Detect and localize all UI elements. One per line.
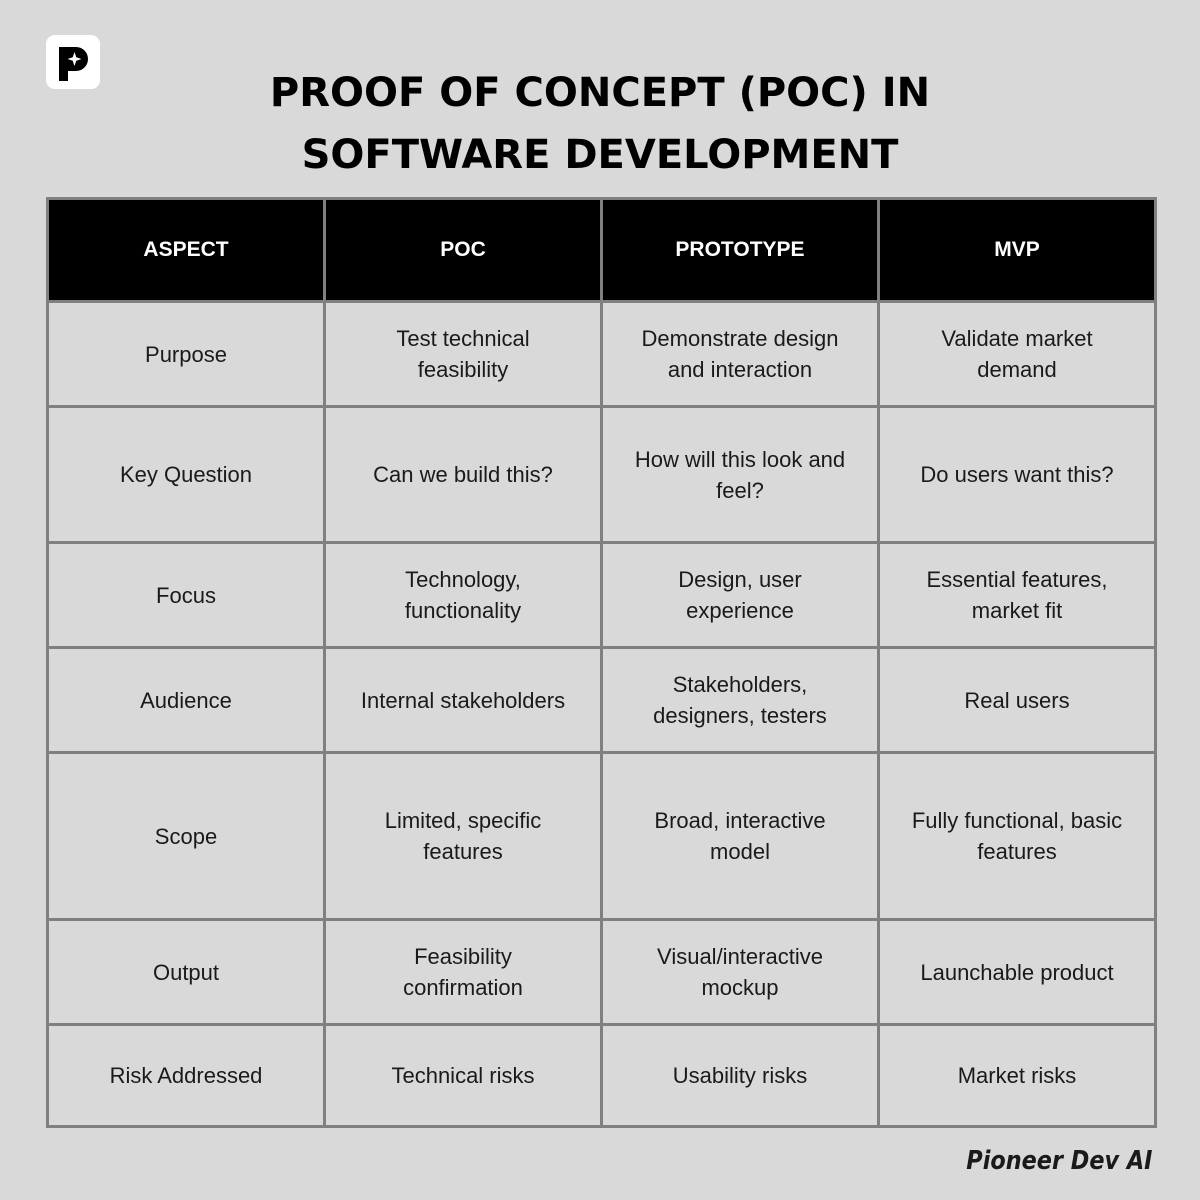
table-cell: Focus — [48, 543, 325, 648]
brand-logo-icon — [46, 35, 100, 89]
comparison-table — [46, 197, 1157, 1128]
table-cell: Feasibility confirmation — [325, 920, 602, 1025]
table-cell: Stakeholders, designers, testers — [602, 648, 879, 753]
table-row-audience — [48, 648, 1156, 753]
page-title — [150, 62, 1050, 186]
table-cell: Real users — [879, 648, 1156, 753]
table-cell: Output — [48, 920, 325, 1025]
table-cell: Essential features, market fit — [879, 543, 1156, 648]
table-cell: Launchable product — [879, 920, 1156, 1025]
table-cell: Test technical feasibility — [325, 302, 602, 407]
table-row-output — [48, 920, 1156, 1025]
table-cell: Market risks — [879, 1025, 1156, 1127]
table-row-risk-addressed — [48, 1025, 1156, 1127]
table-cell: Purpose — [48, 302, 325, 407]
header-aspect: ASPECT — [48, 199, 325, 302]
table-cell: Fully functional, basic features — [879, 753, 1156, 920]
table-row-purpose — [48, 302, 1156, 407]
header-prototype: PROTOTYPE — [602, 199, 879, 302]
table-row-focus — [48, 543, 1156, 648]
table-cell: Visual/interactive mockup — [602, 920, 879, 1025]
table-header-row — [48, 199, 1156, 302]
table-cell: Demonstrate design and interaction — [602, 302, 879, 407]
header-mvp: MVP — [879, 199, 1156, 302]
table-cell: Can we build this? — [325, 407, 602, 543]
table-cell: Key Question — [48, 407, 325, 543]
p-sparkle-logo-icon — [46, 35, 100, 89]
table-cell: Internal stakeholders — [325, 648, 602, 753]
table-row-scope — [48, 753, 1156, 920]
brand-footer: Pioneer Dev AI — [965, 1146, 1152, 1176]
table-cell: Risk Addressed — [48, 1025, 325, 1127]
table-cell: Technology, functionality — [325, 543, 602, 648]
table-cell: Validate market demand — [879, 302, 1156, 407]
table-cell: Usability risks — [602, 1025, 879, 1127]
title-line-2: SOFTWARE DEVELOPMENT — [301, 132, 899, 178]
table-cell: How will this look and feel? — [602, 407, 879, 543]
table-cell: Broad, interactive model — [602, 753, 879, 920]
title-line-1: PROOF OF CONCEPT (POC) IN — [269, 70, 931, 116]
table-cell: Do users want this? — [879, 407, 1156, 543]
table-row-key-question — [48, 407, 1156, 543]
table-cell: Limited, specific features — [325, 753, 602, 920]
header-poc: POC — [325, 199, 602, 302]
table-cell: Scope — [48, 753, 325, 920]
table-cell: Technical risks — [325, 1025, 602, 1127]
table-cell: Design, user experience — [602, 543, 879, 648]
table-cell: Audience — [48, 648, 325, 753]
